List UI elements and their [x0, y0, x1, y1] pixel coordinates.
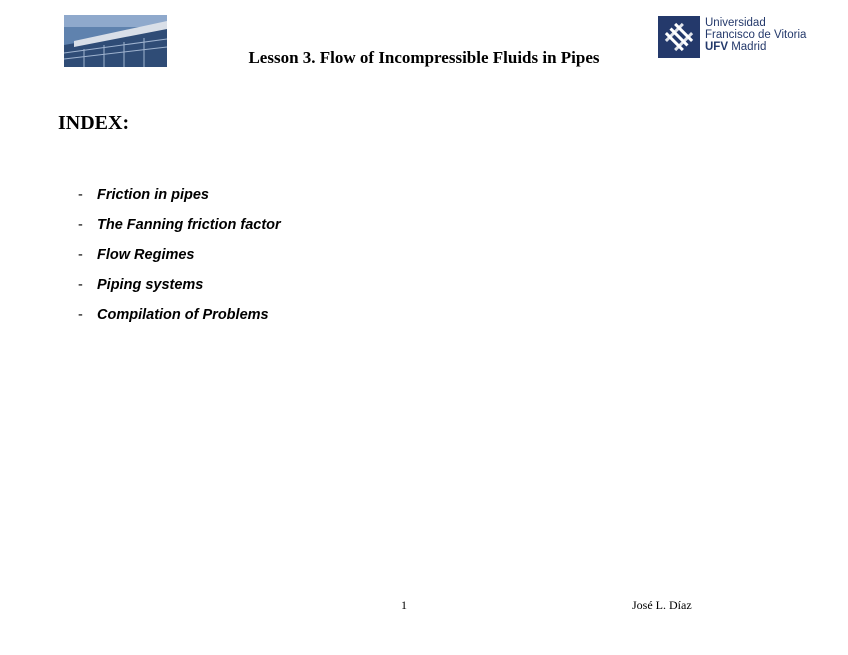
list-item-text: The Fanning friction factor — [97, 217, 281, 233]
list-item-text: Compilation of Problems — [97, 307, 269, 323]
university-name — [705, 17, 806, 53]
index-heading: INDEX: — [58, 112, 130, 134]
logo-city: Madrid — [728, 41, 767, 53]
logo-ufv: UFV — [705, 41, 728, 53]
logo-line-1: Universidad — [705, 17, 766, 29]
document-title: Lesson 3. Flow of Incompressible Fluids in Pipes — [248, 48, 600, 67]
logo-line-3 — [705, 41, 806, 53]
list-dash: - — [78, 187, 83, 203]
list-dash: - — [78, 277, 83, 293]
list-item-text: Flow Regimes — [97, 247, 195, 263]
page-number: 1 — [401, 598, 407, 612]
ufv-emblem-icon — [658, 16, 700, 58]
author-name: José L. Díaz — [632, 598, 692, 612]
university-logo — [658, 14, 818, 62]
logo-line-2: Francisco de Vitoria — [705, 29, 807, 41]
list-dash: - — [78, 307, 83, 323]
list-dash: - — [78, 247, 83, 263]
list-dash: - — [78, 217, 83, 233]
list-item-text: Friction in pipes — [97, 187, 209, 203]
list-item-text: Piping systems — [97, 277, 204, 293]
